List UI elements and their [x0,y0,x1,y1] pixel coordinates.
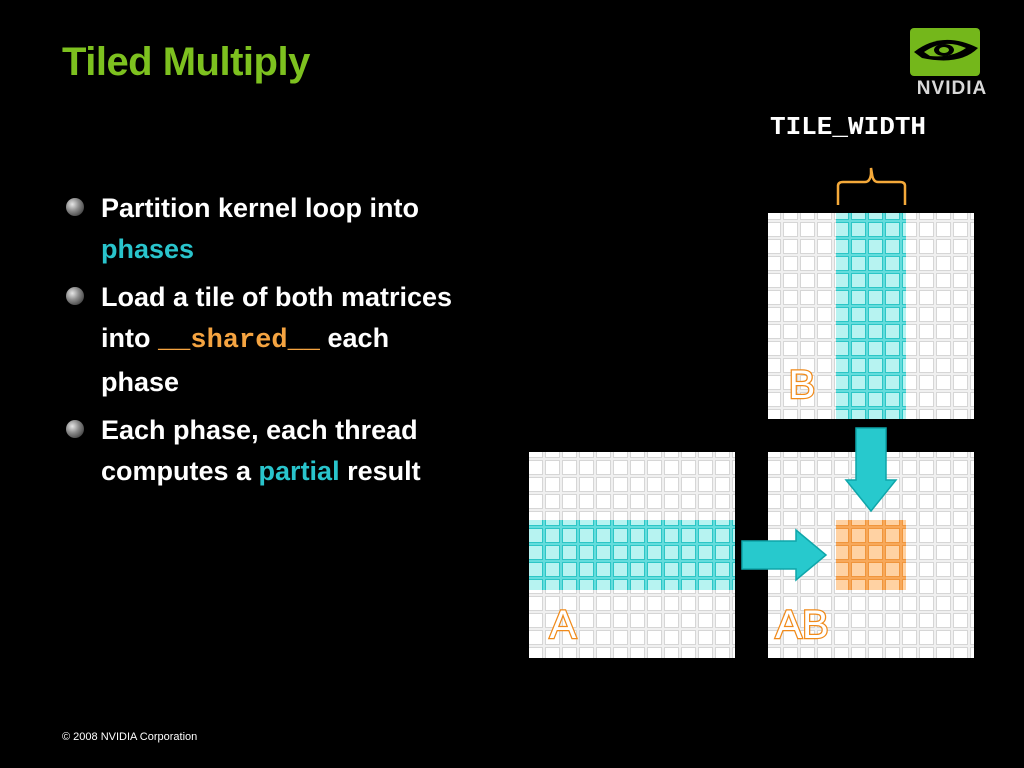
ab-result-tile [836,520,906,590]
label-ab: AB [775,603,829,647]
highlight-partial: partial [258,456,340,486]
bullet-text: Load a tile of both matrices into [101,282,453,353]
b-column-tile [836,213,906,419]
bullet-text-tail: result [339,456,421,486]
matrix-a [529,452,735,658]
bullet-text: Partition kernel loop into [101,193,420,223]
label-a: A [549,603,577,647]
nvidia-wordmark: NVIDIA [916,78,988,99]
a-row-tile [529,520,735,590]
tile-width-brace [838,168,905,205]
slide-title: Tiled Multiply [62,40,310,84]
tile-width-label: TILE_WIDTH [770,112,927,142]
bullet-text: Each phase, each thread computes a [101,415,418,486]
matrix-b [768,213,974,419]
highlight-phases: phases [101,234,195,264]
label-b: B [788,363,816,407]
code-shared: __shared__ [157,326,321,356]
bullet-text-tail: each phase [101,323,390,397]
copyright-footer: © 2008 NVIDIA Corporation [62,731,198,743]
